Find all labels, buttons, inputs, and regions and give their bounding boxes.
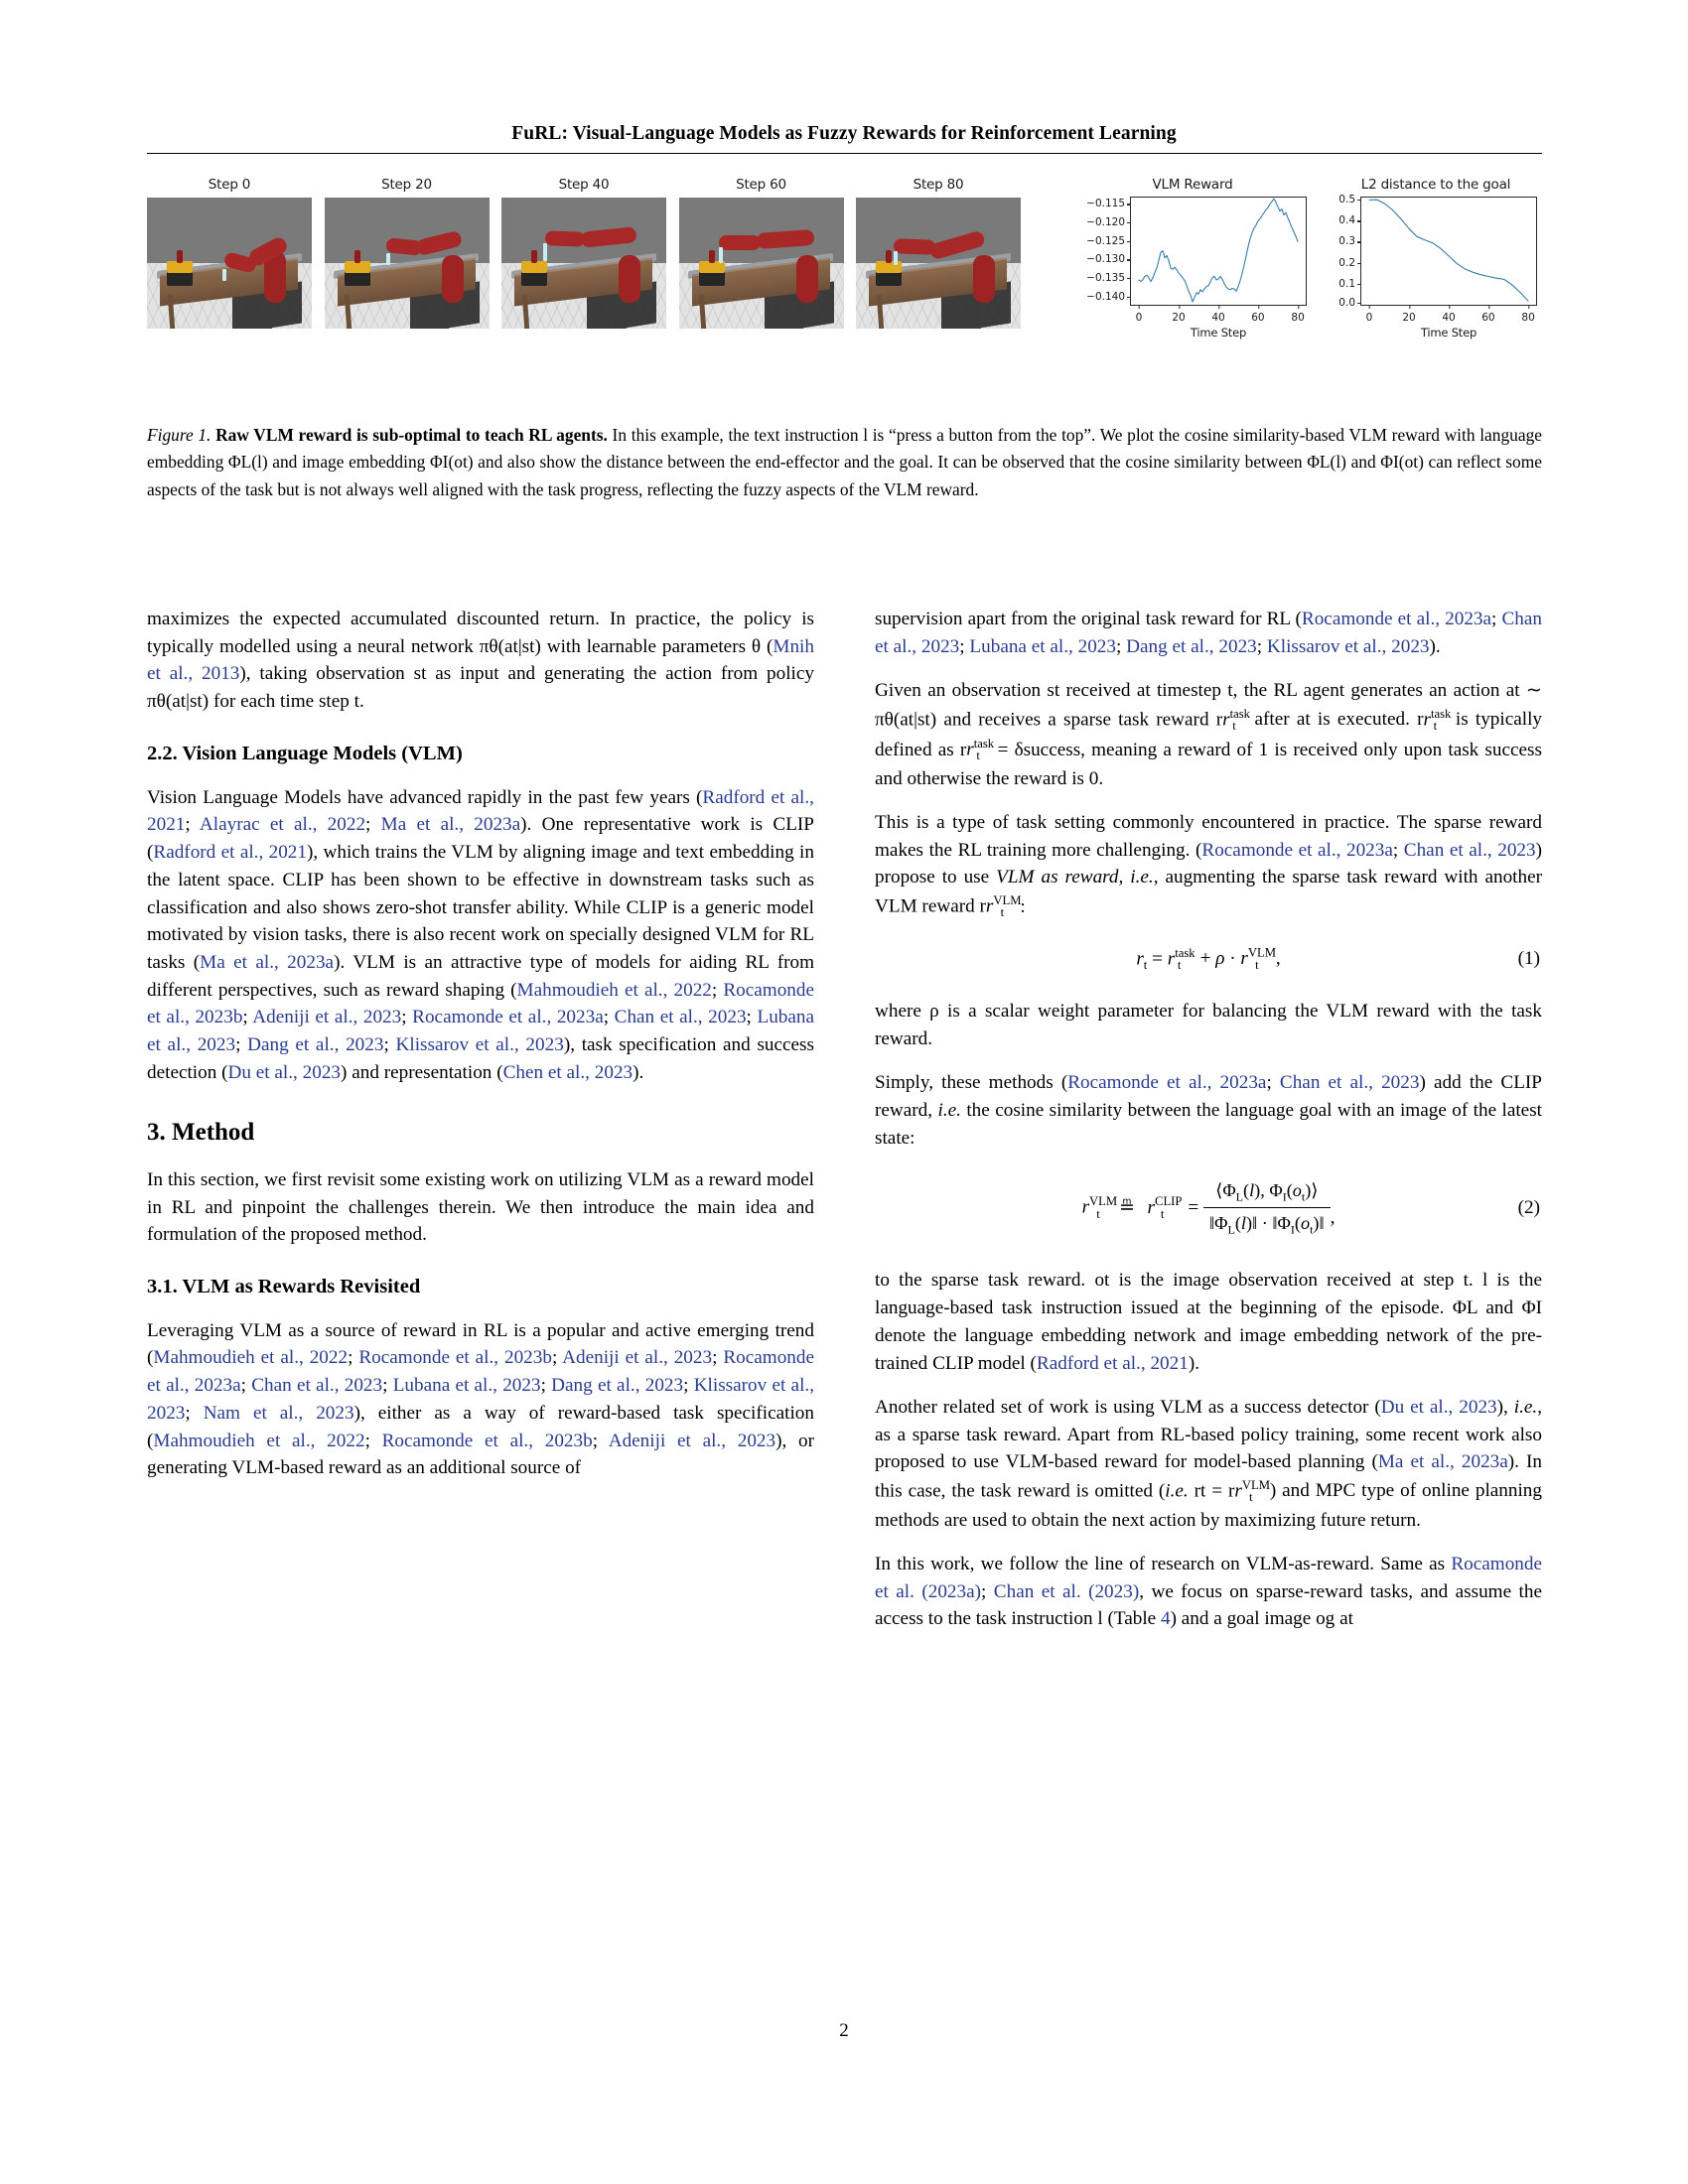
text-run: ;: [235, 1034, 248, 1056]
text-run: ;: [711, 979, 724, 1001]
citation-link[interactable]: Klissarov et al., 2023: [395, 1034, 564, 1056]
text-run: ;: [242, 1007, 253, 1028]
citation-link[interactable]: Radford et al., 2021: [1036, 1352, 1189, 1374]
text-run: ;: [1266, 1072, 1280, 1094]
page-number: 2: [839, 2020, 849, 2041]
citation-link[interactable]: Lubana et al., 2023: [147, 1007, 815, 1056]
body-column-left: [147, 606, 814, 1499]
sim-render: [856, 198, 1021, 329]
x-tick: 20: [1402, 305, 1415, 324]
text-run: , we focus on sparse-reward tasks, and assume the access to the task instruction l (Table: [875, 1580, 1542, 1630]
sim-render: [325, 198, 490, 329]
section-heading-3: 3. Method: [147, 1118, 255, 1146]
figure-label: Figure 1.: [147, 425, 211, 445]
fraction: $\frac{⟨\Phi_L(l), \Phi_I(o_t)⟩}{‖\Phi_L(l)‖ \cdot ‖\Phi_I(o_t)‖}$: [1203, 1177, 1331, 1239]
rollout-frame: [856, 177, 1021, 329]
rollout-frame: [679, 177, 844, 329]
y-tick: −0.115: [1086, 198, 1131, 209]
paragraph: where ρ is a scalar weight parameter for balancing the VLM reward with the task reward.: [875, 1001, 1542, 1049]
x-tick: 60: [1251, 305, 1264, 324]
citation-link[interactable]: Rocamonde et al. (2023a): [875, 1553, 1542, 1602]
frame-label: Step 40: [558, 177, 610, 193]
citation-link[interactable]: Ma et al., 2023a: [380, 814, 521, 836]
plot-axes: [1338, 194, 1537, 324]
paragraph: [875, 1551, 1542, 1633]
text-run: ;: [1392, 839, 1404, 861]
text-run: ) and MPC type of online planning methods are used to obtain the next action by maximizing future return.: [875, 1480, 1542, 1531]
text-run: to the sparse task reward. ot is the image observation received at step t. l is the language-based task instruction issued at the beginning of the episode. ΦL and ΦI denote the language embedding network and image embedding network of the pre-trained CLIP model (: [875, 1270, 1542, 1374]
text-run: ;: [401, 1007, 413, 1028]
citation-link[interactable]: Dang et al., 2023: [247, 1034, 384, 1056]
figure-caption-body: In this example, the text instruction l is “press a button from the top”. We plot the cosine similarity-based VLM reward with language embedding ΦL(l) and image embedding ΦI(ot) and also show the distance between the end-effector and the goal. It can be observed that the cosine similarity between ΦL(l) and ΦI(ot) can reflect some aspects of the task but is not always well aligned with the task progress, reflecting the fuzzy aspects of the VLM reward.: [147, 425, 1542, 499]
x-tick: 20: [1172, 305, 1185, 324]
paragraph: [147, 1317, 814, 1482]
x-tick: 0: [1366, 305, 1373, 324]
text-run: ),: [1496, 1396, 1514, 1418]
frame-label: Step 80: [913, 177, 964, 193]
text-run: ;: [551, 1347, 563, 1369]
text-run: ;: [365, 814, 381, 836]
citation-link[interactable]: Mahmoudieh et al., 2022: [153, 1430, 365, 1451]
citation-link[interactable]: Ma et al., 2023a: [200, 951, 335, 973]
citation-link[interactable]: Rocamonde et al., 2023a: [1067, 1072, 1267, 1094]
text-run: after at is executed. r: [1247, 709, 1424, 731]
text-run: ) propose to use: [875, 839, 1542, 888]
y-tick: −0.120: [1086, 216, 1131, 228]
text-run: ;: [683, 1375, 694, 1397]
x-axis-label: Time Step: [1420, 326, 1477, 340]
text-run: , augmenting the sparse task reward with another VLM reward r: [875, 867, 1543, 917]
figure-caption-lead: Raw VLM reward is sub-optimal to teach RL agents.: [215, 425, 608, 445]
text-run: ). In this case, the task reward is omitted (: [875, 1451, 1543, 1502]
plot-line-series: [1361, 198, 1536, 305]
text-run: ;: [364, 1430, 382, 1451]
citation-link[interactable]: Chan et al., 2023: [614, 1007, 747, 1028]
body-column-right: [875, 606, 1542, 1650]
x-tick: 60: [1481, 305, 1494, 324]
text-run: Given an observation st received at timestep t, the RL agent generates an action at ∼ πθ(at|st) and receives a sparse task reward r: [875, 679, 1542, 731]
rollout-frame: [147, 177, 312, 329]
text-run: ;: [540, 1375, 552, 1397]
y-tick: 0.1: [1338, 278, 1361, 290]
y-tick: 0.5: [1338, 194, 1361, 205]
plot-title: VLM Reward: [1152, 177, 1233, 193]
text-run: ;: [348, 1347, 359, 1369]
text-run: ).: [633, 1061, 644, 1083]
x-tick: 40: [1442, 305, 1455, 324]
emphasis: i.e.: [937, 1099, 961, 1121]
paragraph: [147, 784, 814, 1087]
citation-link[interactable]: Chan et al., 2023: [251, 1375, 383, 1397]
text-run: Leveraging VLM as a source of reward in RL is a popular and active emerging trend (: [147, 1319, 814, 1369]
equation-number: (1): [1517, 948, 1540, 970]
citation-link[interactable]: Rocamonde et al., 2023a: [412, 1007, 604, 1028]
text-run: ), or generating VLM-based reward as an additional source of: [147, 1430, 815, 1479]
paragraph: Another related set of work is using VLM as a success detector (Du et al., 2023), i.e., as a sparse task reward. Apart from RL-based policy training, some recent work also proposed to use VLM-based reward for model-based planning (Ma et al., 2023a). In this case, the task reward is omitted (i.e. rt = $rr^{VLM}_t$ ) and MPC type of online planning methods are used to obtain the next action by maximizing future return.: [875, 1396, 1543, 1531]
text-run: ), which trains the VLM by aligning image and text embedding in the latent space. CLIP has been shown to be effective in downstream tasks such as classification and also shows zero-shot transfer ability. While CLIP is a generic model motivated by vision tasks, there is also recent work on specially designed VLM for RL tasks (: [147, 842, 814, 973]
text-run: ;: [1116, 635, 1127, 657]
x-tick: 80: [1521, 305, 1534, 324]
text-run: ) and a goal image og at: [1170, 1608, 1353, 1630]
text-run: Another related set of work is using VLM as a success detector (: [875, 1396, 1381, 1418]
y-tick: −0.140: [1086, 291, 1131, 303]
citation-link[interactable]: 4: [1160, 1608, 1171, 1630]
paragraph: [875, 1069, 1542, 1152]
text-run: Vision Language Models have advanced rapidly in the past few years (: [147, 786, 703, 808]
paragraph: [147, 606, 814, 716]
text-run: , as a sparse task reward. Apart from RL-based policy training, some recent work also proposed to use VLM-based reward for model-based planning (: [875, 1396, 1542, 1473]
citation-link[interactable]: Rocamonde et al., 2023b: [381, 1430, 593, 1451]
citation-link[interactable]: Adeniji et al., 2023: [608, 1430, 776, 1451]
citation-link[interactable]: Mahmoudieh et al., 2022: [153, 1347, 349, 1369]
text-run: ;: [959, 635, 970, 657]
vlm-reward-plot: [1078, 177, 1307, 340]
text-run: ;: [981, 1580, 994, 1602]
y-tick: 0.0: [1338, 297, 1361, 309]
sim-render: [679, 198, 844, 329]
citation-link[interactable]: Dang et al., 2023: [551, 1375, 684, 1397]
header-rule: [147, 153, 1542, 154]
frame-label: Step 20: [381, 177, 432, 193]
paragraph: Given an observation st received at timestep t, the RL agent generates an action at ∼ πθ(at|st) and receives a sparse task reward $rr^{task}_t$ after at is executed. $rr^{task}_t$ is typically defined as $rr^{task}_t$ = δsuccess, meaning a reward of 1 is received only upon task success and otherwise the reward is 0.: [875, 679, 1542, 789]
text-run: maximizes the expected accumulated discounted return. In practice, the policy is typically modelled using a neural network πθ(at|st) with learnable parameters θ (: [147, 609, 814, 657]
citation-link[interactable]: Ma et al., 2023a: [1377, 1451, 1508, 1473]
text-run: the cosine similarity between the language goal with an image of the latest state:: [875, 1099, 1543, 1149]
plot-title: L2 distance to the goal: [1360, 177, 1511, 193]
text-run: ), taking observation st as input and generating the action from policy πθ(at|st) for each time step t.: [147, 663, 814, 713]
text-run: rt = r: [1188, 1480, 1235, 1502]
citation-link[interactable]: Alayrac et al., 2022: [199, 814, 366, 836]
running-head: FuRL: Visual-Language Models as Fuzzy Rewards for Reinforcement Learning: [511, 123, 1177, 144]
y-tick: −0.135: [1086, 272, 1131, 284]
rollout-frame: [325, 177, 490, 329]
y-tick: 0.4: [1338, 214, 1361, 226]
paragraph: [875, 1267, 1542, 1377]
citation-link[interactable]: Klissarov et al., 2023: [147, 1375, 814, 1424]
y-tick: −0.130: [1086, 253, 1131, 265]
citation-link[interactable]: Rocamonde et al., 2023b: [358, 1347, 552, 1369]
citation-link[interactable]: Rocamonde et al., 2023b: [147, 979, 814, 1028]
emphasis: i.e.: [1513, 1396, 1538, 1418]
text-run: ).: [1429, 635, 1441, 657]
x-axis-label: Time Step: [1190, 326, 1247, 340]
text-run: Simply, these methods (: [875, 1072, 1068, 1094]
citation-link[interactable]: Nam et al., 2023: [203, 1402, 354, 1424]
text-run: ;: [240, 1375, 252, 1397]
x-tick: 40: [1211, 305, 1224, 324]
citation-link[interactable]: Chen et al., 2023: [502, 1061, 633, 1083]
text-run: :: [1020, 895, 1026, 917]
text-run: ;: [746, 1007, 758, 1028]
text-run: is typically defined as r: [875, 709, 1542, 760]
x-tick: 0: [1136, 305, 1143, 324]
paragraph: This is a type of task setting commonly encountered in practice. The sparse reward makes the RL training more challenging. (Rocamonde et al., 2023a; Chan et al., 2023) propose to use VLM as reward, i.e., augmenting the sparse task reward with another VLM reward $rr^{VLM}_t$ :: [875, 811, 1543, 920]
frame-label: Step 60: [736, 177, 786, 193]
y-tick: 0.2: [1338, 257, 1361, 269]
citation-link[interactable]: Adeniji et al., 2023: [562, 1347, 713, 1369]
citation-link[interactable]: Radford et al., 2021: [153, 842, 307, 864]
text-run: ), either as a way of reward-based task specification (: [147, 1402, 814, 1451]
paragraph: In this section, we first revisit some existing work on utilizing VLM as a reward model in RL and pinpoint the challenges therein. We then introduce the main idea and formulation of the proposed method.: [147, 1168, 814, 1246]
text-run: ;: [712, 1347, 724, 1369]
text-run: ;: [185, 814, 200, 836]
text-run: In this work, we follow the line of research on VLM-as-reward. Same as: [875, 1553, 1452, 1574]
citation-link[interactable]: Adeniji et al., 2023: [252, 1007, 402, 1028]
text-run: supervision apart from the original task reward for RL (: [875, 609, 1302, 629]
citation-link[interactable]: Dang et al., 2023: [1126, 635, 1257, 657]
section-heading-3-1: 3.1. VLM as Rewards Revisited: [147, 1276, 421, 1298]
x-tick: 80: [1291, 305, 1304, 324]
equation-2: $r^{VLM}_t$ ≞ $r^{CLIP}_t$ = $\frac{⟨\Phi_L(l), \Phi_I(o_t)⟩}{‖\Phi_L(l)‖ \cdot ‖\Phi_I(o_t)‖}$ , (2): [875, 1177, 1542, 1239]
section-heading-2-2: 2.2. Vision Language Models (VLM): [147, 742, 463, 764]
text-run: ;: [185, 1402, 204, 1424]
frame-label: Step 0: [208, 177, 251, 193]
citation-link[interactable]: Rocamonde et al., 2023a: [1201, 839, 1393, 861]
equation-number: (2): [1517, 1197, 1540, 1219]
text-run: ), task specification and success detection (: [147, 1034, 814, 1083]
citation-link[interactable]: Du et al., 2023: [1380, 1396, 1497, 1418]
text-run: ;: [382, 1375, 393, 1397]
y-tick: 0.3: [1338, 235, 1361, 247]
citation-link[interactable]: Lubana et al., 2023: [392, 1375, 541, 1397]
text-run: This is a type of task setting commonly encountered in practice. The sparse reward makes the RL training more challenging. (: [875, 811, 1542, 861]
plot-line-series: [1131, 198, 1306, 305]
sim-render: [147, 198, 312, 329]
citation-link[interactable]: Mahmoudieh et al., 2022: [516, 979, 712, 1001]
citation-link[interactable]: Chan et al., 2023: [875, 609, 1542, 657]
emphasis: i.e.: [1165, 1480, 1189, 1502]
citation-link[interactable]: Radford et al., 2021: [147, 786, 814, 836]
equation-1: $r_t = r^{task}_t + \rho \cdot r^{VLM}_t$ , (1): [1136, 945, 1540, 972]
text-run: ). VLM is an attractive type of models for aiding RL from different perspectives, such as reward shaping (: [147, 951, 815, 1001]
citation-link[interactable]: Lubana et al., 2023: [969, 635, 1116, 657]
plot-axes: [1086, 197, 1307, 324]
citation-link[interactable]: Chan et al., 2023: [1279, 1072, 1420, 1094]
rollout-frame: [501, 177, 666, 329]
citation-link[interactable]: Mnih et al., 2013: [147, 635, 814, 685]
rollout-frames: [147, 177, 1021, 329]
text-run: ;: [592, 1430, 609, 1451]
figure-caption: [147, 422, 1542, 503]
text-run: ;: [1491, 609, 1502, 629]
citation-link[interactable]: Chan et al. (2023): [993, 1580, 1140, 1602]
text-run: ). One representative work is CLIP (: [147, 814, 814, 864]
paragraph: [875, 606, 1542, 660]
l2-distance-plot: [1327, 177, 1545, 340]
text-run: ;: [1256, 635, 1267, 657]
emphasis: VLM as reward, i.e.: [996, 867, 1154, 888]
citation-link[interactable]: Chan et al., 2023: [1403, 839, 1536, 861]
text-run: = δsuccess, meaning a reward of 1 is received only upon task success and otherwise the reward is 0.: [875, 739, 1542, 789]
text-run: ) and representation (: [341, 1061, 503, 1083]
y-tick: −0.125: [1086, 235, 1131, 247]
text-run: ) add the CLIP reward,: [875, 1072, 1542, 1121]
text-run: ;: [603, 1007, 615, 1028]
text-run: ;: [383, 1034, 396, 1056]
citation-link[interactable]: Rocamonde et al., 2023a: [1301, 609, 1492, 629]
citation-link[interactable]: Klissarov et al., 2023: [1266, 635, 1430, 657]
text-run: ).: [1188, 1352, 1200, 1374]
sim-render: [501, 198, 666, 329]
citation-link[interactable]: Du et al., 2023: [227, 1061, 342, 1083]
citation-link[interactable]: Rocamonde et al., 2023a: [147, 1347, 814, 1397]
